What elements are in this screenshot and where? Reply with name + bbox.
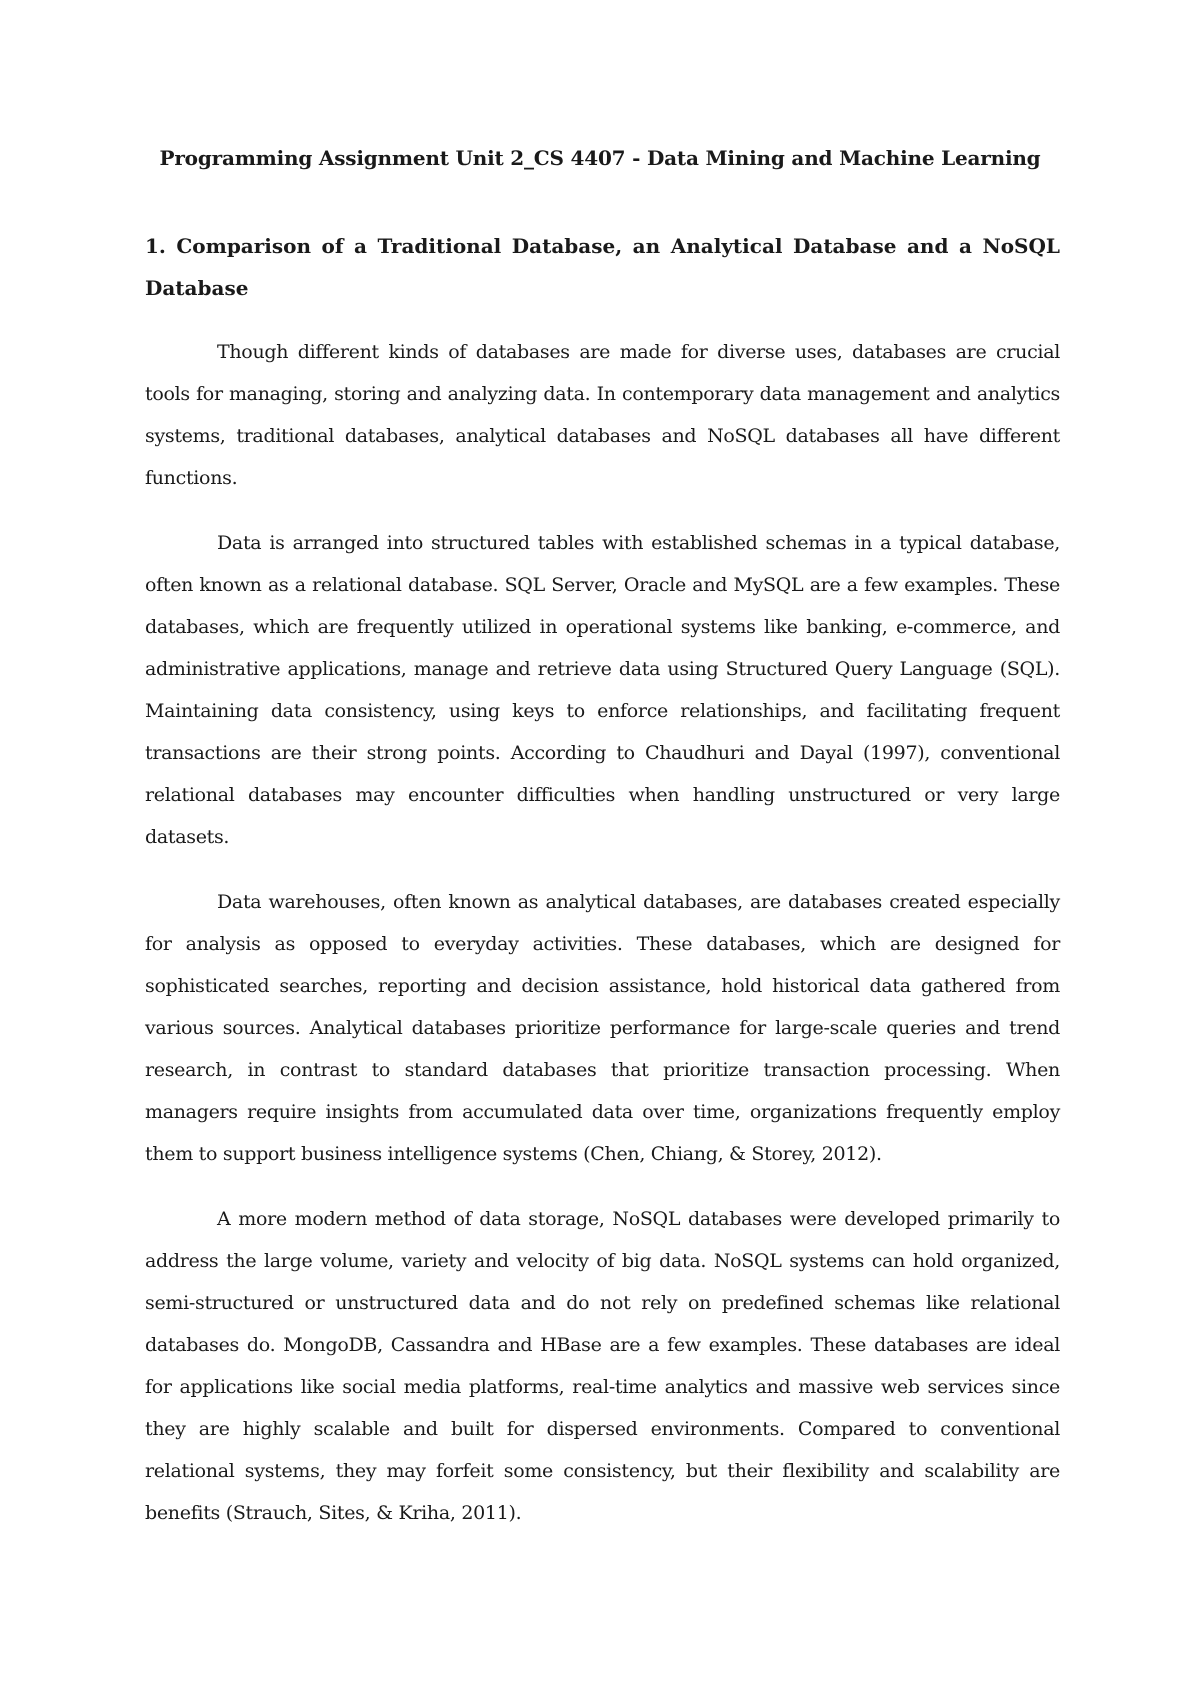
paragraph-analytical-database: Data warehouses, often known as analytical databases, are databases created especially for analysis as opposed to everyday activities. These databases, which are designed for sophisticated searches, reporting and decision assistance, hold historical data gathered from various sources. Analytical databases prioritize performance for large-scale queries and trend research, in contrast to standard databases that prioritize transaction processing. When managers require insights from accumulated data over time, organizations frequently employ them to support business intelligence systems (Chen, Chiang, & Storey, 2012). (145, 891, 1060, 1165)
document-title: Programming Assignment Unit 2_CS 4407 - Data Mining and Machine Learning (159, 146, 1041, 170)
paragraph-intro: Though different kinds of databases are made for diverse uses, databases are crucial tools for managing, storing and analyzing data. In contemporary data management and analytics systems, traditional databases, analytical databases and NoSQL databases all have different functions. (145, 341, 1060, 489)
paragraph-traditional-database: Data is arranged into structured tables with established schemas in a typical database, often known as a relational database. SQL Server, Oracle and MySQL are a few examples. These databases, which are frequently utilized in operational systems like banking, e-commerce, and administrative applications, manage and retrieve data using Structured Query Language (SQL). Maintaining data consistency, using keys to enforce relationships, and facilitating frequent transactions are their strong points. According to Chaudhuri and Dayal (1997), conventional relational databases may encounter difficulties when handling unstructured or very large datasets. (145, 532, 1060, 848)
paragraph-nosql-database: A more modern method of data storage, NoSQL databases were developed primarily to address the large volume, variety and velocity of big data. NoSQL systems can hold organized, semi-structured or unstructured data and do not rely on predefined schemas like relational databases do. MongoDB, Cassandra and HBase are a few examples. These databases are ideal for applications like social media platforms, real-time analytics and massive web services since they are highly scalable and built for dispersed environments. Compared to conventional relational systems, they may forfeit some consistency, but their flexibility and scalability are benefits (Strauch, Sites, & Kriha, 2011). (145, 1208, 1060, 1524)
document-body (145, 331, 1060, 1557)
section-heading: 1. Comparison of a Traditional Database, an Analytical Database and a NoSQL Database (145, 234, 1060, 300)
